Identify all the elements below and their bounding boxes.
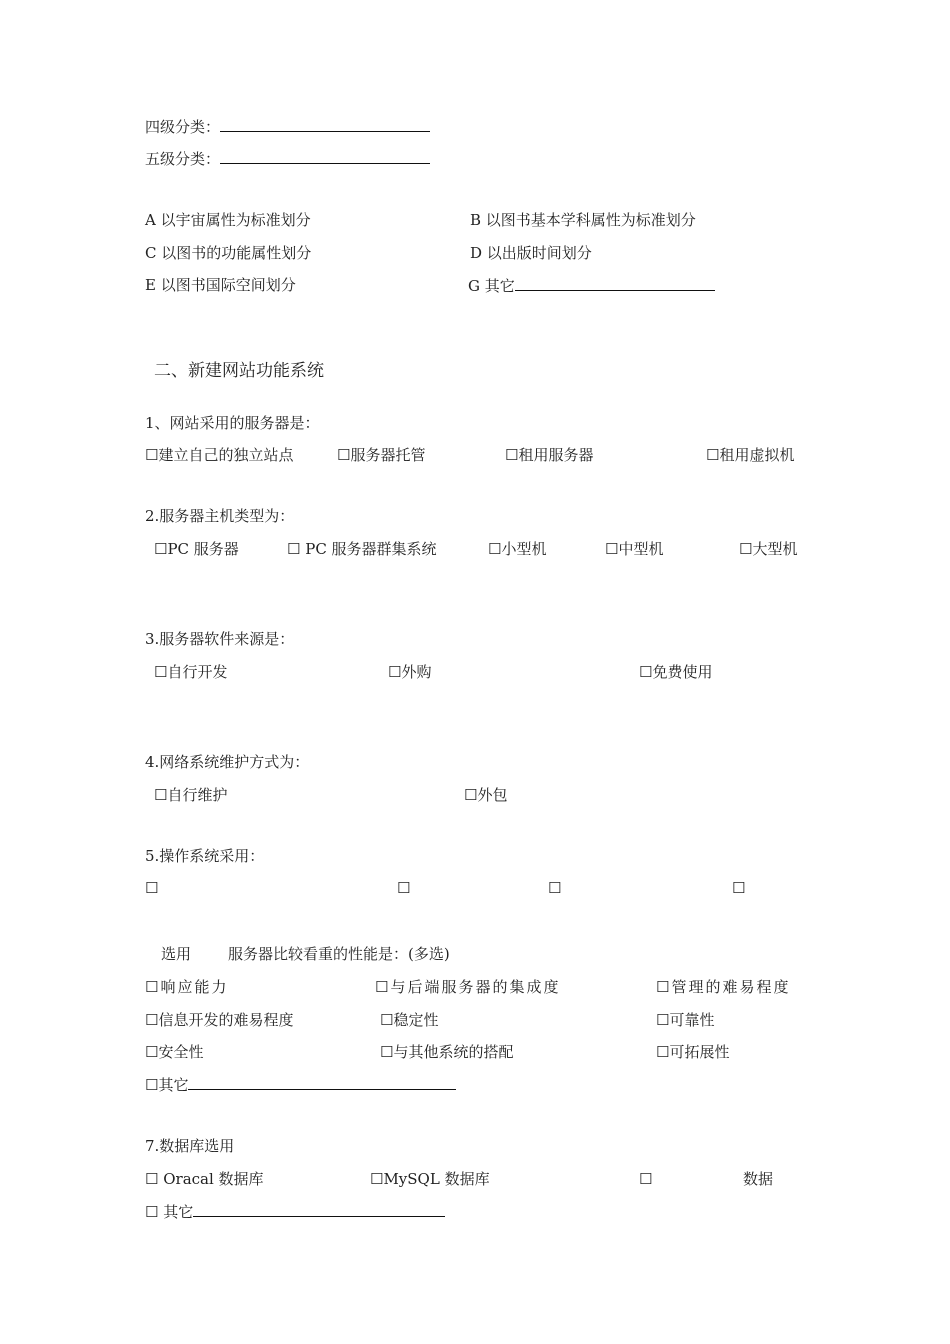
checkbox-icon[interactable]: ☐ xyxy=(145,1043,159,1061)
option-b: B 以图书基本学科属性为标准划分 xyxy=(470,211,696,229)
checkbox-icon[interactable]: ☐ xyxy=(145,1203,159,1221)
checkbox-icon[interactable]: ☐ xyxy=(380,1043,394,1061)
q2-option-3-label: 小型机 xyxy=(501,540,547,558)
q4-option-2-label: 外包 xyxy=(477,786,508,804)
q2-option-2-label: PC 服务器群集系统 xyxy=(300,540,437,558)
q2-label: 2.服务器主机类型为： xyxy=(145,507,295,525)
checkbox-icon[interactable]: ☐ xyxy=(605,540,619,558)
checkbox-icon[interactable]: ☐ xyxy=(380,1011,394,1029)
q6-option-10[interactable] xyxy=(145,1075,456,1094)
q6-option-9-label: 可拓展性 xyxy=(669,1043,730,1061)
q1-option-4-label: 租用虚拟机 xyxy=(719,446,795,464)
checkbox-icon[interactable]: ☐ xyxy=(464,786,478,804)
q6-option-6[interactable] xyxy=(656,1011,714,1029)
q3-option-1[interactable] xyxy=(154,663,227,681)
checkbox-icon[interactable]: ☐ xyxy=(706,446,720,464)
level5-field xyxy=(145,149,430,168)
q6-option-1[interactable] xyxy=(145,978,228,996)
checkbox-icon[interactable]: ☐ xyxy=(656,978,672,996)
q7-option-3-label: 数据 xyxy=(743,1170,774,1188)
q2-option-4[interactable] xyxy=(605,540,663,558)
checkbox-icon[interactable]: ☐ xyxy=(505,446,519,464)
checkbox-icon[interactable]: ☐ xyxy=(656,1011,670,1029)
q6-other-input-line[interactable] xyxy=(188,1075,456,1090)
checkbox-icon[interactable]: ☐ xyxy=(154,540,168,558)
q1-option-4[interactable] xyxy=(706,446,794,464)
q7-option-2-label: MySQL 数据库 xyxy=(383,1170,490,1188)
q1-option-1-label: 建立自己的独立站点 xyxy=(158,446,294,464)
checkbox-icon[interactable]: ☐ xyxy=(145,1076,159,1094)
option-e: E 以图书国际空间划分 xyxy=(145,276,296,294)
q6-option-5-label: 稳定性 xyxy=(393,1011,439,1029)
q7-other-input-line[interactable] xyxy=(193,1202,445,1217)
q6-option-8-label: 与其他系统的搭配 xyxy=(393,1043,514,1061)
q2-option-2[interactable] xyxy=(287,540,437,558)
q7-option-1-label: Oracal 数据库 xyxy=(158,1170,264,1188)
q2-option-5[interactable] xyxy=(739,540,797,558)
q3-option-2[interactable] xyxy=(388,663,431,681)
checkbox-icon[interactable]: ☐ xyxy=(287,540,301,558)
q6-option-6-label: 可靠性 xyxy=(669,1011,715,1029)
q2-option-5-label: 大型机 xyxy=(752,540,798,558)
checkbox-icon[interactable]: ☐ xyxy=(375,978,391,996)
q6-option-4[interactable] xyxy=(145,1011,293,1029)
q3-option-2-label: 外购 xyxy=(401,663,432,681)
q6-option-3[interactable] xyxy=(656,978,790,996)
q6-option-3-label: 管理的难易程度 xyxy=(671,978,791,996)
q5-label: 5.操作系统采用： xyxy=(145,847,265,865)
q6-option-2-label: 与后端服务器的集成度 xyxy=(390,978,561,996)
q1-option-1[interactable] xyxy=(145,446,293,464)
q6-option-5[interactable] xyxy=(380,1011,438,1029)
q6-label-right: 服务器比较看重的性能是：(多选) xyxy=(228,945,450,963)
checkbox-icon[interactable]: ☐ xyxy=(739,540,753,558)
checkbox-icon[interactable]: ☐ xyxy=(656,1043,670,1061)
q2-option-1[interactable] xyxy=(154,540,239,558)
checkbox-icon[interactable]: ☐ xyxy=(337,446,351,464)
checkbox-icon[interactable]: ☐ xyxy=(154,663,168,681)
q2-option-1-label: PC 服务器 xyxy=(167,540,239,558)
level5-label: 五级分类： xyxy=(145,150,221,168)
level4-input-line[interactable] xyxy=(220,117,430,132)
q7-option-4[interactable] xyxy=(145,1202,445,1221)
q6-option-4-label: 信息开发的难易程度 xyxy=(158,1011,294,1029)
option-g-label: G 其它 xyxy=(468,277,515,295)
q7-label: 7.数据库选用 xyxy=(145,1137,235,1155)
q6-option-8[interactable] xyxy=(380,1043,513,1061)
q1-option-3[interactable] xyxy=(505,446,593,464)
q2-option-4-label: 中型机 xyxy=(618,540,664,558)
q1-label: 1、网站采用的服务器是： xyxy=(145,414,320,432)
checkbox-icon[interactable]: ☐ xyxy=(145,446,159,464)
option-d: D 以出版时间划分 xyxy=(470,244,592,262)
checkbox-icon[interactable]: ☐ xyxy=(388,663,402,681)
checkbox-icon[interactable]: ☐ xyxy=(154,786,168,804)
q6-label-left: 选用 xyxy=(161,945,192,963)
q3-label: 3.服务器软件来源是： xyxy=(145,630,295,648)
q5-checkbox-3[interactable]: ☐ xyxy=(548,879,562,897)
checkbox-icon[interactable]: ☐ xyxy=(488,540,502,558)
q7-option-2[interactable] xyxy=(370,1170,490,1188)
option-a: A 以宇宙属性为标准划分 xyxy=(145,211,311,229)
q1-option-2[interactable] xyxy=(337,446,425,464)
q4-option-2[interactable] xyxy=(464,786,507,804)
option-g xyxy=(468,276,715,295)
q6-option-9[interactable] xyxy=(656,1043,729,1061)
checkbox-icon[interactable]: ☐ xyxy=(639,663,653,681)
q5-checkbox-1[interactable]: ☐ xyxy=(145,879,159,897)
q3-option-3-label: 免费使用 xyxy=(652,663,713,681)
checkbox-icon[interactable]: ☐ xyxy=(145,978,161,996)
q2-option-3[interactable] xyxy=(488,540,546,558)
q6-option-7-label: 安全性 xyxy=(158,1043,204,1061)
q7-checkbox-3[interactable]: ☐ xyxy=(639,1170,653,1188)
q6-option-10-label: 其它 xyxy=(158,1076,189,1094)
q4-option-1[interactable] xyxy=(154,786,227,804)
level4-field xyxy=(145,117,430,136)
q1-option-2-label: 服务器托管 xyxy=(350,446,426,464)
checkbox-icon[interactable]: ☐ xyxy=(145,1011,159,1029)
q3-option-1-label: 自行开发 xyxy=(167,663,228,681)
q6-option-2[interactable] xyxy=(375,978,560,996)
q5-checkbox-4[interactable]: ☐ xyxy=(732,879,746,897)
q1-option-3-label: 租用服务器 xyxy=(518,446,594,464)
option-g-input-line[interactable] xyxy=(515,276,715,291)
q4-option-1-label: 自行维护 xyxy=(167,786,228,804)
q7-option-1[interactable] xyxy=(145,1170,264,1188)
section2-title: 二、新建网站功能系统 xyxy=(154,361,324,381)
q5-checkbox-2[interactable]: ☐ xyxy=(397,879,411,897)
level4-label: 四级分类： xyxy=(145,118,221,136)
q4-label: 4.网络系统维护方式为： xyxy=(145,753,310,771)
level5-input-line[interactable] xyxy=(220,149,430,164)
option-c: C 以图书的功能属性划分 xyxy=(145,244,312,262)
checkbox-icon[interactable]: ☐ xyxy=(145,1170,159,1188)
q3-option-3[interactable] xyxy=(639,663,712,681)
checkbox-icon[interactable]: ☐ xyxy=(370,1170,384,1188)
q6-option-1-label: 响应能力 xyxy=(160,978,229,996)
q7-option-4-label: 其它 xyxy=(158,1203,194,1221)
q6-option-7[interactable] xyxy=(145,1043,203,1061)
